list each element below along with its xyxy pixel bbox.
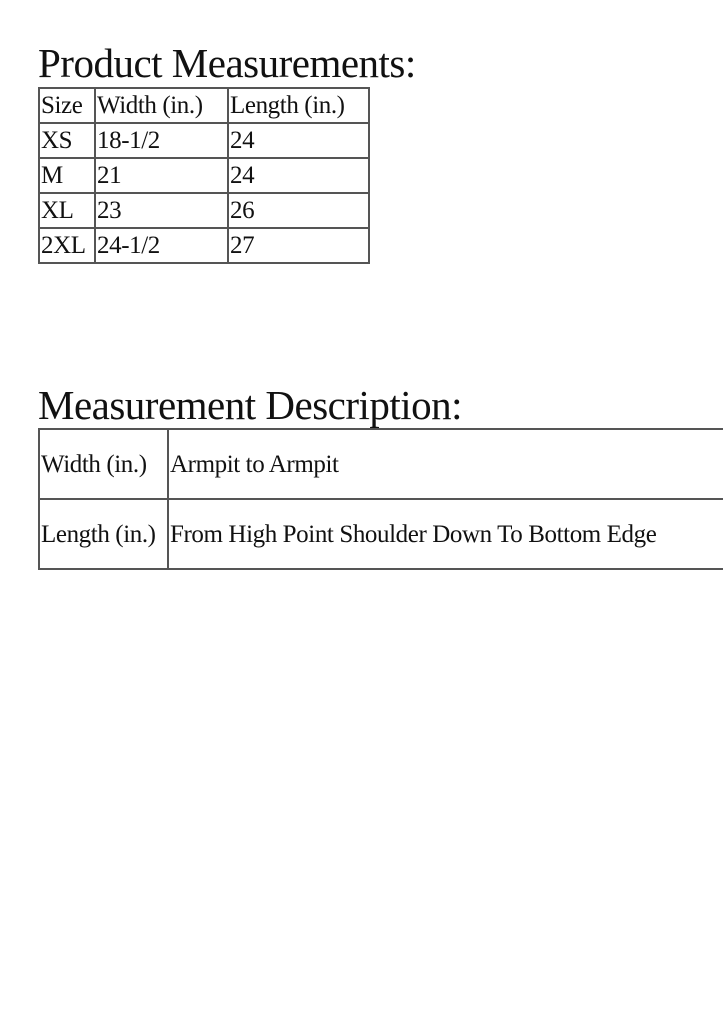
table-row [39,123,369,158]
header-width: Width (in.) [95,88,228,123]
table-header-row [39,88,369,123]
table-row [39,228,369,263]
width-cell: 18-1/2 [95,123,228,158]
length-cell: 24 [228,158,369,193]
length-cell: 27 [228,228,369,263]
product-measurements-heading: Product Measurements: [38,40,416,86]
size-cell: 2XL [39,228,95,263]
table-row [39,193,369,228]
table-row [39,158,369,193]
description-definition: From High Point Shoulder Down To Bottom Edge [168,499,723,569]
width-cell: 24-1/2 [95,228,228,263]
description-table-clip [38,428,723,578]
measurement-description-heading: Measurement Description: [38,382,463,428]
description-term: Width (in.) [39,429,168,499]
header-length: Length (in.) [228,88,369,123]
product-measurements-table [38,87,370,264]
description-definition: Armpit to Armpit [168,429,723,499]
measurement-description-table [38,428,723,570]
length-cell: 26 [228,193,369,228]
width-cell: 23 [95,193,228,228]
size-cell: M [39,158,95,193]
width-cell: 21 [95,158,228,193]
table-row [39,499,723,569]
length-cell: 24 [228,123,369,158]
header-size: Size [39,88,95,123]
table-row [39,429,723,499]
description-term: Length (in.) [39,499,168,569]
size-cell: XL [39,193,95,228]
size-cell: XS [39,123,95,158]
